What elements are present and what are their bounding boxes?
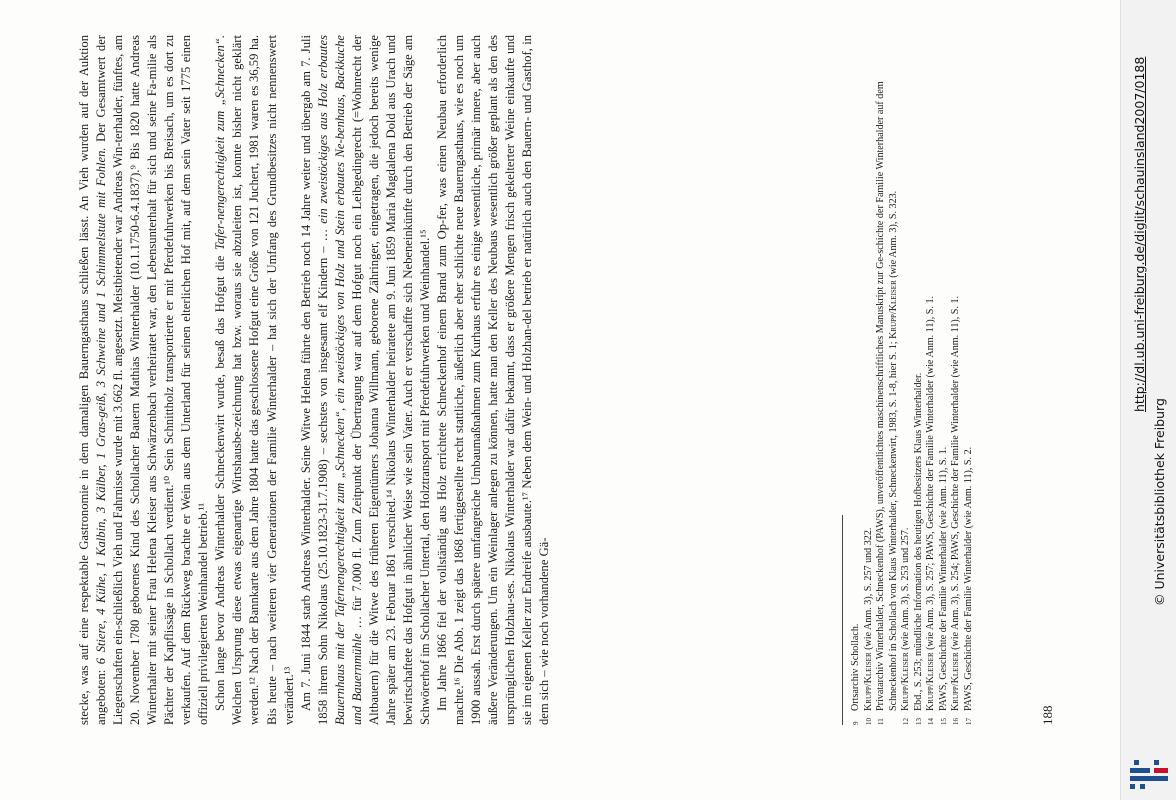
- footnotes: [850, 35, 975, 725]
- footnote-number: 9: [852, 721, 860, 725]
- footnote: [925, 35, 938, 725]
- italic-text: Tafer-nengerechtigkeit zum „Schnecken“.: [213, 35, 228, 251]
- logo-bar-4: [1154, 760, 1159, 765]
- text-run: stecke, was auf eine respektable Gastronomie in dem damaligen Bauerngasthaus schließen lässt. An Vieh wurden auf der Auktion angeboten:: [77, 35, 109, 725]
- author-smallcaps: Krupp/Kleiser: [950, 652, 962, 711]
- body-paragraph: [298, 35, 434, 725]
- footnote: [863, 35, 876, 725]
- footnote-number: 12: [902, 718, 911, 725]
- footnote: [875, 35, 900, 725]
- logo-bar-7: [1140, 784, 1145, 789]
- footnote-text: PAWS, Geschichte der Familie Winterhalder (wie Anm. 11), S. 2.: [962, 446, 974, 711]
- text-run: Welchen Ursprung diese etwas eigenartige Wirtshausbe-zeichnung hat bzw. woraus sie abzuleiten ist, konnte bisher nicht geklärt werden.¹² Nach der Bannkarte aus dem Jahre 1804 hatte das geschlossene Hofgut eine Größe von 121 Juchert, 1981 waren es 36,59 ha. Bis heute – nach weiteren vier Generationen der Familie Winterhalder – hat sich der Umfang des Grundbesitzes nicht nennenswert verändert.¹³: [230, 35, 296, 725]
- footnote-text: (wie Anm. 3), S. 323.: [887, 190, 899, 281]
- body-paragraph: [212, 35, 297, 725]
- text-run: … für 7.000 fl. Zum Zeitpunkt der Übertragung war auf dem Hofgut noch ein Leibgedingrecht (=Wohnrecht der Altbauern) für die Witwe des früheren Eigentümers Johanna Willmann, geborene Zähringer, eingetragen, die jedoch bereits wenige Jahre später am 23. Februar 1861 verschied.¹⁴ Nikolaus Winterhalder heiratete am 9. Juni 1859 Maria Magdalena Dold aus Urach und bewirtschaftete das Hofgut in ähnlicher Weise wie sein Vater. Auch er verschaffte sich Nebeneinkünfte durch den Betrieb der Säge am Schwörerhof im Schollacher Untertal, den Holztransport mit Pferdefuhrwerken und Weinhandel.¹⁵: [349, 35, 432, 725]
- footnote-number: 15: [939, 718, 948, 725]
- footnote: [950, 35, 963, 725]
- footnote-divider: [842, 515, 843, 725]
- footnote-text: Ebd., S. 253; mündliche Information des heutigen Hofbesitzers Klaus Winterhalder.: [912, 372, 924, 711]
- footnote: [850, 35, 863, 725]
- ub-freiburg-logo-icon: [1124, 744, 1174, 794]
- logo-bar-3: [1134, 760, 1139, 765]
- footnote-text: (wie Anm. 3), S. 257 und 322.: [862, 527, 874, 653]
- copyright-notice: © Universitätsbibliothek Freiburg: [1152, 398, 1167, 606]
- footnote-number: 13: [914, 718, 923, 725]
- body-text: [76, 35, 553, 725]
- footnote-text: PAWS, Geschichte der Familie Winterhalder (wie Anm. 11), S. 1.: [937, 446, 949, 711]
- footnote-text: Privatarchiv Winterhalder, Schneckenhof (PAWS), unveröffentlichtes maschinenschriftliches Manuskript zur Ge-schichte der Familie Winterhalder auf dem Schneckenhof in Schollach von Klaus Winterhalder, Schneckenwirt, 1983, S. 1-8, hier S. 1;: [875, 81, 899, 711]
- logo-bar-1: [1130, 776, 1168, 781]
- author-smallcaps: Krupp/Kleiser: [862, 652, 874, 711]
- source-url-link[interactable]: http://dl.ub.uni-freiburg.de/diglit/schauinsland2007/0188: [1132, 56, 1147, 412]
- text-run: Im Jahre 1866 fiel der vollständig aus Holz errichtete Schneckenhof einem Brand zum Op-fer, was einen Neubau erforderlich machte.¹⁶ Die Abb. 1 zeigt das 1868 fertiggestellte recht stattliche, äußerlich aber eher schlichte neue Bauerngasthaus, wie es noch um 1900 aussah. Erst durch spätere umfangreiche Umbaumaßnahmen zum Kurhaus erfuhr es einige wesentliche, primär innere, aber auch äußere Veränderungen. Um ein Weinlager anlegen zu können, hatte man den Keller des Neubaus wesentlich größer geplant als den des ursprünglichen Holzhau-ses. Nikolaus Winterhalder war dafür bekannt, dass er größere Mengen frisch gekelterter Weine einkaufte und sie im eigenen Keller zur Endreife ausbaute.¹⁷ Neben dem Wein- und Holzhan-del betrieb er natürlich auch den Bauern- und Gasthof, in dem sich – wie noch vorhandene Gä-: [434, 35, 552, 725]
- logo-bar-5: [1154, 768, 1168, 773]
- italic-text: ein zweistöckiges aus Holz erbautes Bauernhaus mit der Tafernengerechtigkeit zum „Schnecken“, ein zweistöckiges von Holz und Stein erbautes Ne-benhaus, Backkuche und Bauernmühle: [315, 35, 364, 725]
- footnote-text: (wie Anm. 3), S. 257; PAWS, Geschichte der Familie Winterhalder (wie Anm. 11), S. 1.: [925, 295, 937, 653]
- logo-bar-2: [1130, 768, 1150, 773]
- text-run: Der Gesamtwert der Liegenschaften ein-schließlich Vieh und Fahrnisse wurde mit 3.662 fl. angesetzt. Meistbietender war Andreas Win-terhalder, fünftes, am 20. November 1780 geborenes Kind des Schollacher Bauern Mathias Winterhalder (10.1.1750-6.4.1837).⁹ Bis 1820 hatte Andreas Winterhalter mit seiner Frau Helena Kleiser aus Schwärzenbach verheiratet war, den Lebensunterhalt für sich und seine Fa-milie als Pächter der Kapflissäge in Schollach verdient.¹⁰ Sein Schnittholz transportierte er mit Pferdefuhrwerken bis Breisach, um es dort zu verkaufen. Auf dem Rückweg brachte er Wein aus dem Unterland für seinen elterlichen Hof mit, auf dem sein Vater seit 1775 einen offiziell privilegierten Weinhandel betrieb.¹¹: [94, 35, 211, 725]
- text-run: Am 7. Juni 1844 starb Andreas Winterhalder. Seine Witwe Helena führte den Betrieb noch 14 Jahre weiter und übergab am 7. Juli 1858 ihrem Sohn Nikolaus (25.10.1823-31.7.1908) – sechstes von insgesamt elf Kindern – …: [298, 35, 330, 725]
- footnote-number: 16: [952, 718, 961, 725]
- footnote: [913, 35, 926, 725]
- author-smallcaps: Krupp/Kleiser: [925, 652, 937, 711]
- footnote-text: (wie Anm. 3), S. 253 und 257.: [900, 527, 912, 653]
- text-run: Schon lange bevor Andreas Winterhalder Schneckenwirt wurde, besaß das Hofgut die: [213, 250, 228, 711]
- footnote: [938, 35, 951, 725]
- italic-text: 6 Stiere, 4 Kühe, 1 Kalbin, 3 Kälber, 1 Gras-geiß, 3 Schweine und 1 Schimmelstute mit Fohlen.: [94, 147, 109, 665]
- footnote: [963, 35, 976, 725]
- footnote-number: 11: [877, 718, 886, 725]
- logo-bar-6: [1130, 784, 1135, 789]
- footnote-number: 10: [864, 718, 873, 725]
- author-smallcaps: Krupp/Kleiser: [900, 652, 912, 711]
- page-number: 188: [1040, 705, 1055, 725]
- body-paragraph: [76, 35, 212, 725]
- footnote: [900, 35, 913, 725]
- footnote-number: 17: [964, 718, 973, 725]
- footnote-text: Ortsarchiv Schollach.: [850, 623, 861, 711]
- body-paragraph: [434, 35, 553, 725]
- footnote-text: (wie Anm. 3), S. 254; PAWS, Geschichte der Familie Winterhalder (wie Anm. 11), S. 1.: [950, 295, 962, 653]
- viewer-sidebar: [1120, 0, 1176, 800]
- author-smallcaps: Krupp/Kleiser: [887, 280, 899, 339]
- footnote-number: 14: [927, 718, 936, 725]
